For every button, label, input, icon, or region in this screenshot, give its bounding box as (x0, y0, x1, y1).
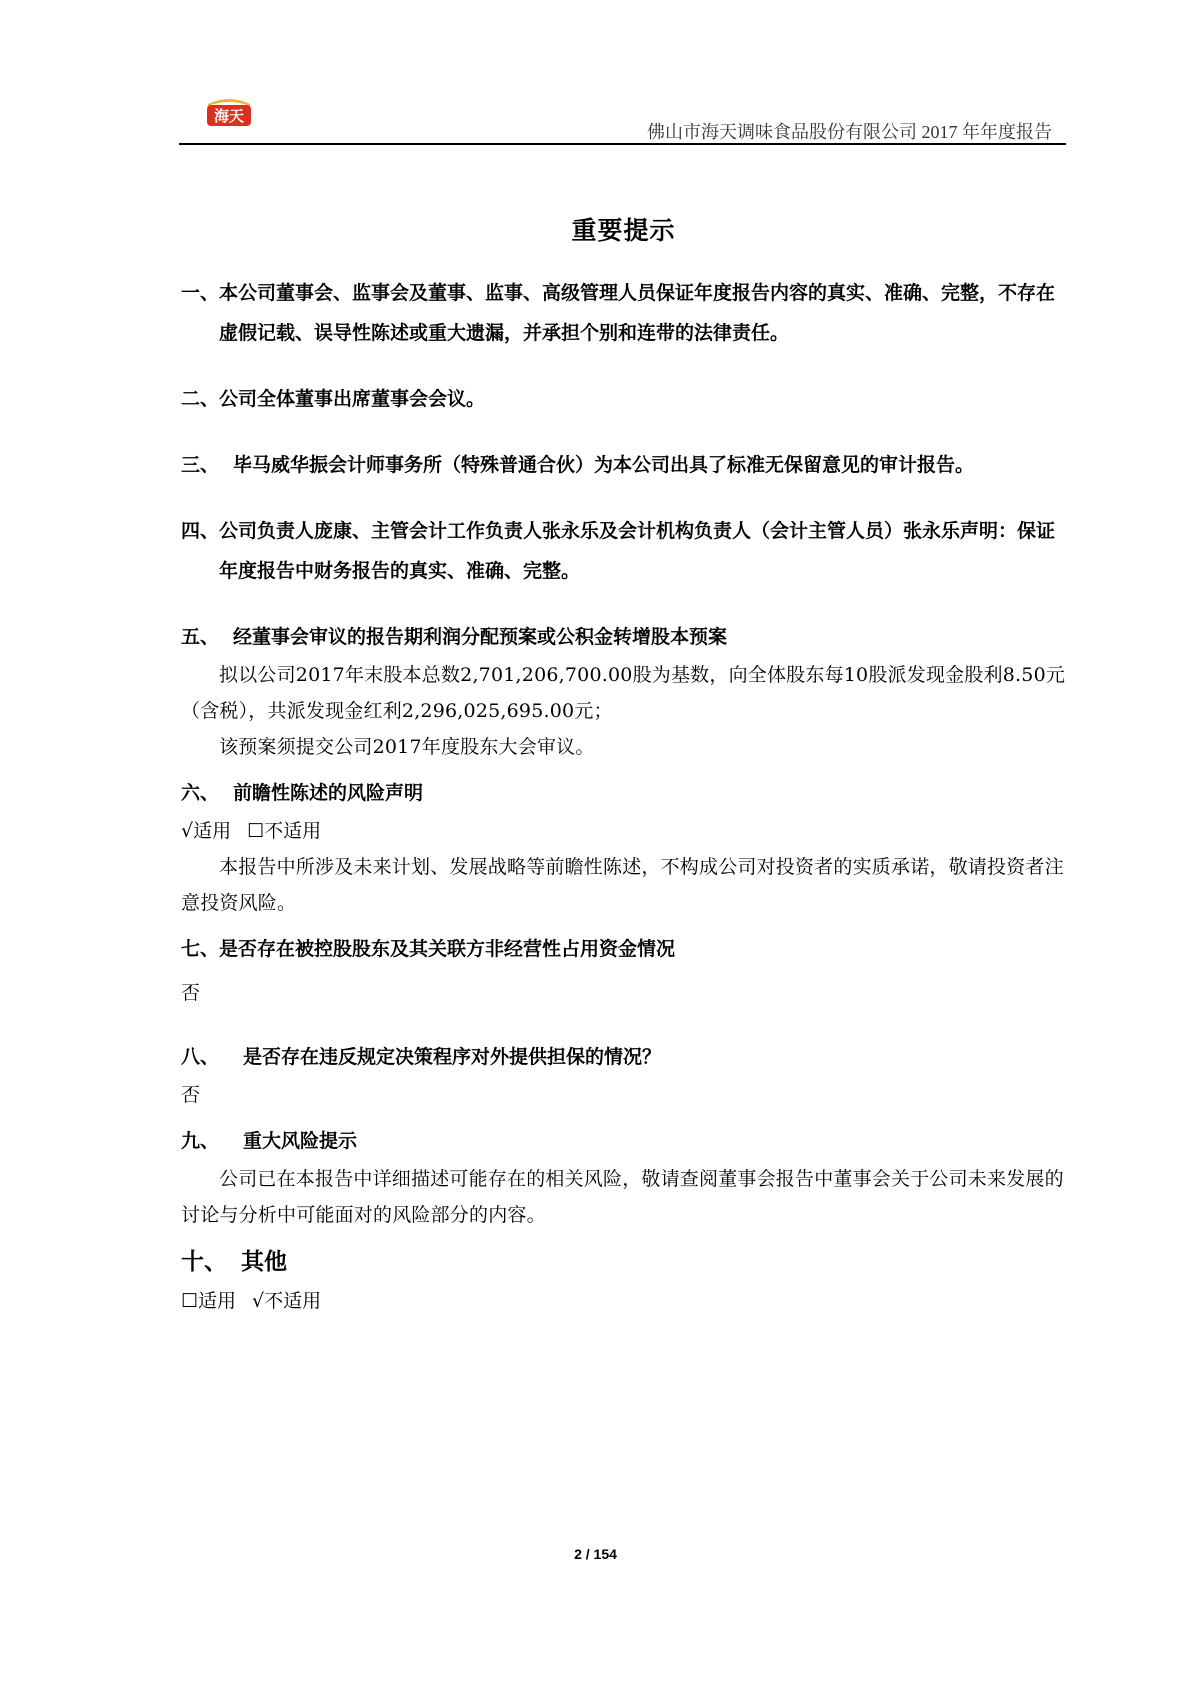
applicability-options (181, 813, 1066, 849)
section-number: 九、 (181, 1130, 220, 1152)
section-3-heading (181, 445, 1066, 485)
section-text: 是否存在被控股股东及其关联方非经营性占用资金情况 (219, 938, 676, 960)
applicable-option: √适用 (181, 820, 232, 842)
page-title: 重要提示 (571, 216, 676, 245)
section-5-heading (181, 617, 1066, 657)
section-8-answer: 否 (181, 1084, 201, 1106)
section-text: 本公司董事会、监事会及董事、监事、高级管理人员保证年度报告内容的真实、准确、完整，不存在虚假记载、误导性陈述或重大遗漏，并承担个别和连带的法律责任。 (219, 282, 1056, 344)
profit-distribution-plan: 拟以公司2017年末股本总数2,701,206,700.00股为基数，向全体股东每10股派发现金股利8.50元（含税），共派发现金红利2,296,025,695.00元； (181, 664, 1066, 722)
section-text: 前瞻性陈述的风险声明 (233, 782, 424, 804)
not-applicable-option: ☐不适用 (247, 820, 322, 842)
section-number: 一、 (181, 282, 220, 304)
header-divider (179, 143, 1066, 145)
logo-text: 海天 (213, 107, 245, 125)
section-number: 二、 (181, 388, 220, 410)
section-text: 其他 (241, 1249, 287, 1275)
section-2-heading (181, 379, 1066, 419)
section-text: 经董事会审议的报告期利润分配预案或公积金转增股本预案 (233, 626, 728, 648)
applicable-option: ☐适用 (181, 1290, 237, 1312)
haitian-logo-icon (205, 96, 253, 127)
section-1-heading (181, 273, 1066, 353)
section-text: 公司全体董事出席董事会会议。 (219, 388, 486, 410)
major-risk-note: 公司已在本报告中详细描述可能存在的相关风险，敬请查阅董事会报告中董事会关于公司未来发展的讨论与分析中可能面对的风险部分的内容。 (181, 1168, 1064, 1226)
section-9-heading (181, 1121, 1066, 1161)
page-number: 2 / 154 (574, 1546, 617, 1562)
section-number: 五、 (181, 626, 220, 648)
section-number: 四、 (181, 520, 220, 542)
section-number: 十、 (181, 1249, 227, 1275)
section-text: 是否存在违反规定决策程序对外提供担保的情况？ (243, 1046, 662, 1068)
section-text: 重大风险提示 (243, 1130, 358, 1152)
section-number: 三、 (181, 454, 220, 476)
section-10-heading (181, 1241, 1066, 1283)
applicability-options (181, 1283, 1066, 1319)
forward-looking-statement: 本报告中所涉及未来计划、发展战略等前瞻性陈述，不构成公司对投资者的实质承诺，敬请投资者注意投资风险。 (181, 856, 1064, 914)
section-text: 公司负责人庞康、主管会计工作负责人张永乐及会计机构负责人（会计主管人员）张永乐声明：保证年度报告中财务报告的真实、准确、完整。 (219, 520, 1056, 582)
section-7-heading (181, 929, 1066, 969)
section-6-heading (181, 773, 1066, 813)
important-notice-section (181, 205, 1066, 1319)
section-text: 毕马威华振会计师事务所（特殊普通合伙）为本公司出具了标准无保留意见的审计报告。 (233, 454, 975, 476)
not-applicable-option: √不适用 (252, 1290, 322, 1312)
section-number: 八、 (181, 1046, 220, 1068)
section-4-heading (181, 511, 1066, 591)
section-8-heading (181, 1037, 1066, 1077)
shareholder-meeting-note: 该预案须提交公司2017年度股东大会审议。 (219, 736, 595, 758)
section-7-answer: 否 (181, 982, 201, 1004)
section-number: 七、 (181, 938, 220, 960)
report-header-title: 佛山市海天调味食品股份有限公司 2017 年年度报告 (647, 122, 1052, 142)
section-number: 六、 (181, 782, 220, 804)
